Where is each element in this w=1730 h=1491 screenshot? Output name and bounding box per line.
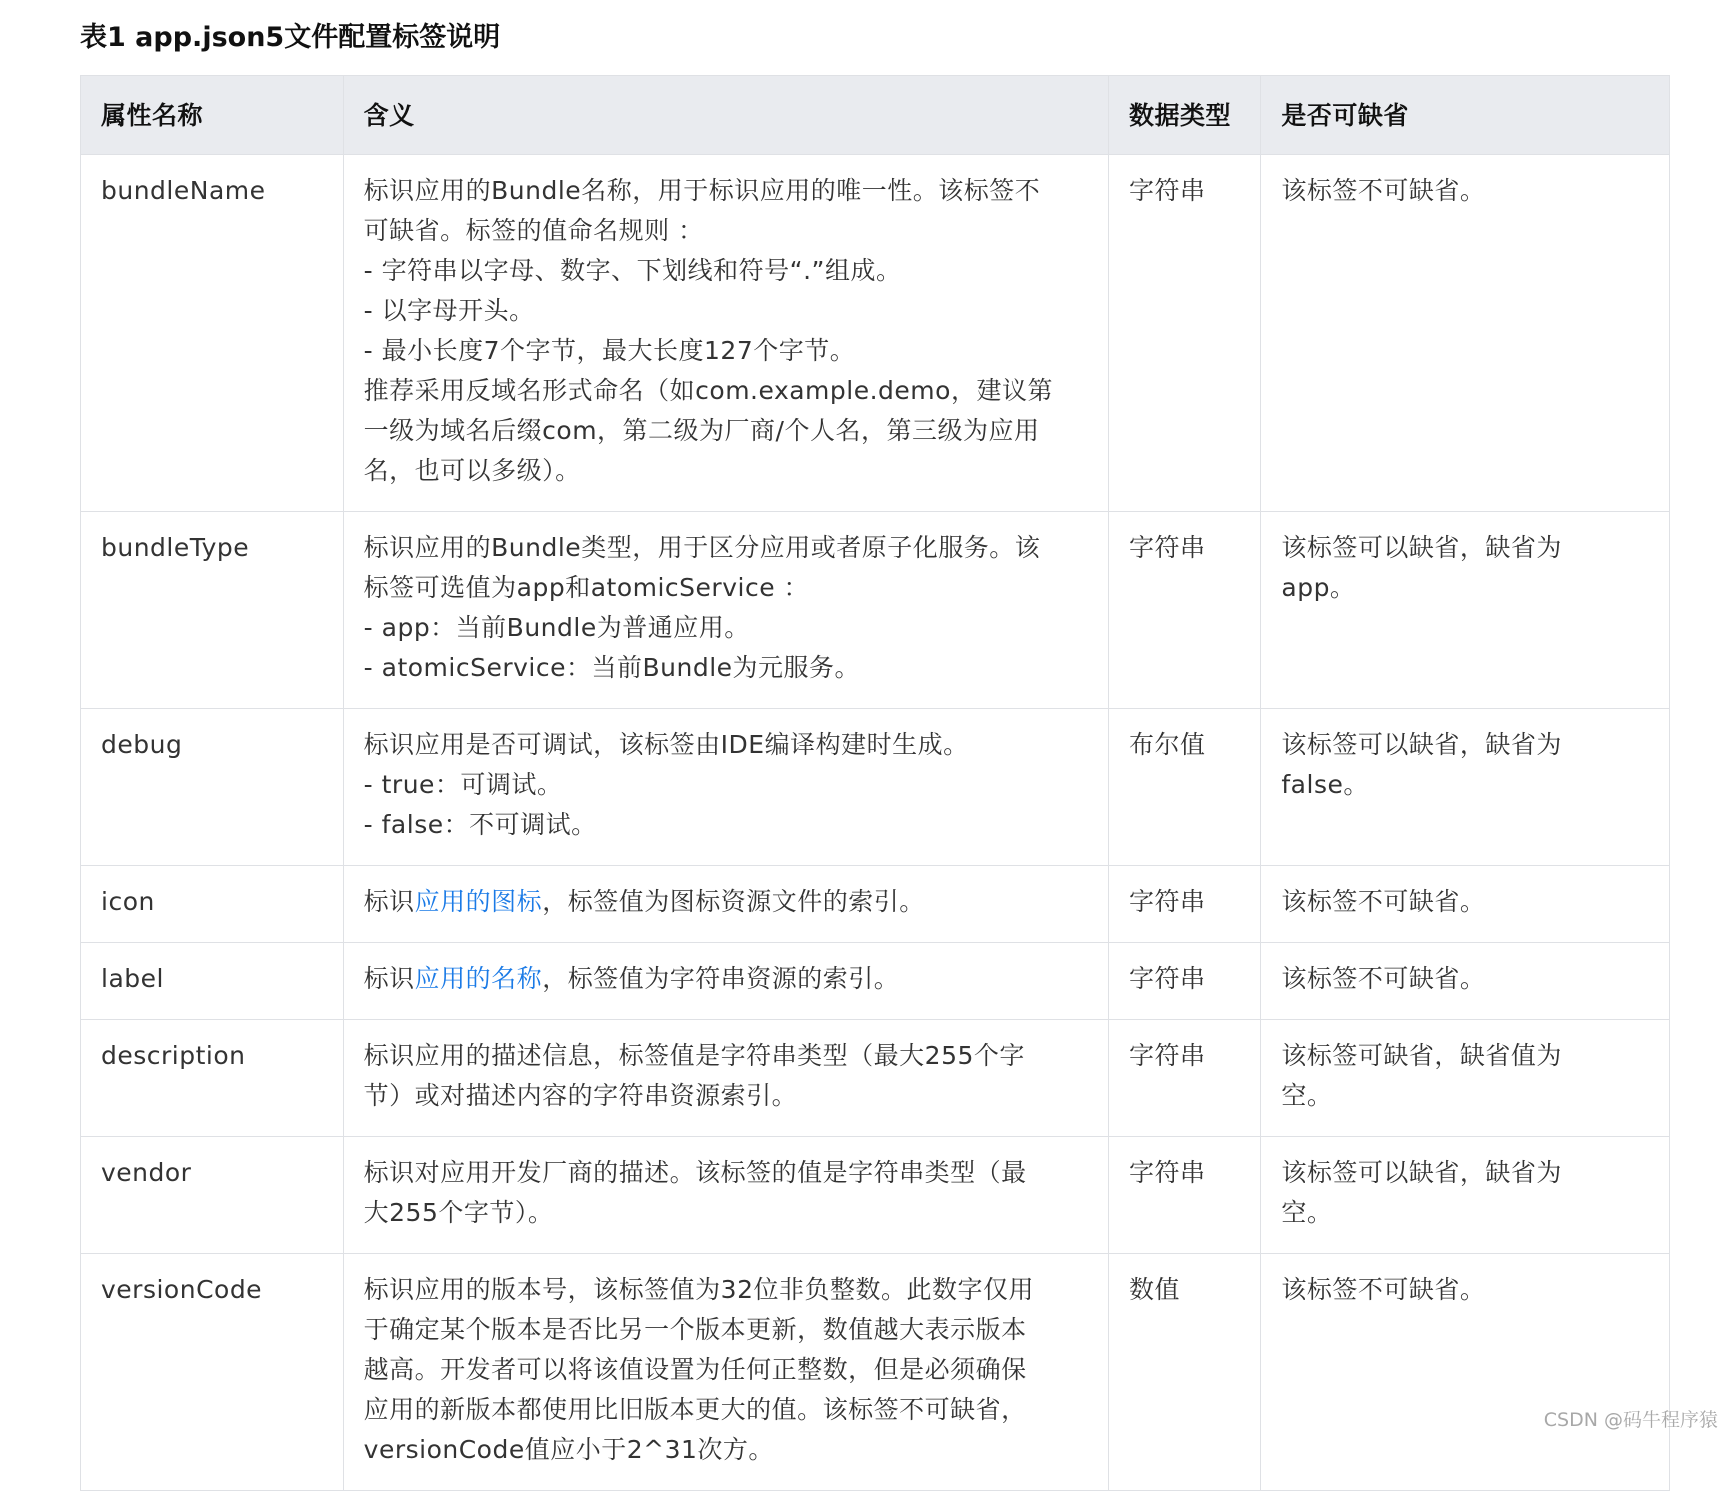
table-row [81, 709, 1670, 866]
meaning-line: - atomicService：当前Bundle为元服务。 [363, 653, 861, 682]
meaning-line: 标识应用的版本号，该标签值为32位非负整数。此数字仅用 [363, 1275, 1034, 1304]
header-attribute-name: 属性名称 [81, 76, 344, 155]
cell-data-type: 字符串 [1108, 512, 1260, 709]
config-table-container [80, 75, 1670, 1491]
optional-line: 该标签可以缺省，缺省为 [1281, 1158, 1562, 1187]
meaning-line: 名，也可以多级）。 [363, 456, 581, 485]
cell-meaning [343, 866, 1108, 943]
cell-data-type: 布尔值 [1108, 709, 1260, 866]
meaning-line: - 最小长度7个字节，最大长度127个字节。 [363, 336, 856, 365]
meaning-line: 标识对应用开发厂商的描述。该标签的值是字符串类型（最 [363, 1158, 1027, 1187]
cell-optional [1261, 155, 1670, 512]
optional-line: 该标签可以缺省，缺省为 [1281, 533, 1562, 562]
cell-meaning [343, 155, 1108, 512]
cell-attribute-name: vendor [81, 1137, 344, 1254]
optional-line: 该标签可缺省，缺省值为 [1281, 1041, 1562, 1070]
optional-line: 该标签不可缺省。 [1281, 176, 1486, 205]
header-optional: 是否可缺省 [1261, 76, 1670, 155]
meaning-line: 应用的新版本都使用比旧版本更大的值。该标签不可缺省， [363, 1395, 1027, 1424]
cell-optional [1261, 1020, 1670, 1137]
optional-line: 该标签可以缺省，缺省为 [1281, 730, 1562, 759]
meaning-line: - 字符串以字母、数字、下划线和符号“.”组成。 [363, 256, 902, 285]
cell-attribute-name: description [81, 1020, 344, 1137]
meaning-line: versionCode值应小于2^31次方。 [363, 1435, 774, 1464]
cell-meaning [343, 943, 1108, 1020]
meaning-prefix: 标识 [363, 887, 415, 916]
optional-line: 空。 [1281, 1081, 1333, 1110]
meaning-line: 节）或对描述内容的字符串资源索引。 [363, 1081, 798, 1110]
optional-line: 该标签不可缺省。 [1281, 1275, 1486, 1304]
cell-optional [1261, 1254, 1670, 1491]
cell-optional [1261, 866, 1670, 943]
config-table [80, 75, 1670, 1491]
meaning-line: 可缺省。标签的值命名规则 ： [363, 216, 704, 245]
table-row [81, 1020, 1670, 1137]
meaning-prefix: 标识 [363, 964, 415, 993]
meaning-suffix: ，标签值为图标资源文件的索引。 [542, 887, 925, 916]
table-row [81, 512, 1670, 709]
meaning-line: 于确定某个版本是否比另一个版本更新，数值越大表示版本 [363, 1315, 1027, 1344]
meaning-line: 标识应用的Bundle名称，用于标识应用的唯一性。该标签不 [363, 176, 1041, 205]
cell-attribute-name: versionCode [81, 1254, 344, 1491]
table-header-row [81, 76, 1670, 155]
header-data-type: 数据类型 [1108, 76, 1260, 155]
cell-attribute-name: label [81, 943, 344, 1020]
meaning-line: - app：当前Bundle为普通应用。 [363, 613, 750, 642]
meaning-line: - true：可调试。 [363, 770, 563, 799]
table-row [81, 943, 1670, 1020]
cell-optional [1261, 709, 1670, 866]
meaning-line: 大255个字节）。 [363, 1198, 554, 1227]
csdn-watermark: CSDN @码牛程序猿 [1543, 1409, 1718, 1431]
cell-data-type: 字符串 [1108, 155, 1260, 512]
meaning-line: 推荐采用反域名形式命名（如com.example.demo，建议第 [363, 376, 1053, 405]
cell-meaning [343, 512, 1108, 709]
cell-data-type: 字符串 [1108, 1137, 1260, 1254]
cell-data-type: 字符串 [1108, 943, 1260, 1020]
table-row [81, 1254, 1670, 1491]
meaning-suffix: ，标签值为字符串资源的索引。 [542, 964, 900, 993]
optional-line: 该标签不可缺省。 [1281, 964, 1486, 993]
cell-optional [1261, 1137, 1670, 1254]
optional-line: 该标签不可缺省。 [1281, 887, 1486, 916]
meaning-line: 一级为域名后缀com，第二级为厂商/个人名，第三级为应用 [363, 416, 1040, 445]
app-icon-link[interactable]: 应用的图标 [414, 887, 543, 916]
cell-meaning [343, 709, 1108, 866]
cell-attribute-name: bundleType [81, 512, 344, 709]
meaning-line: - false：不可调试。 [363, 810, 597, 839]
cell-data-type: 字符串 [1108, 866, 1260, 943]
optional-line: false。 [1281, 770, 1369, 799]
table-title: 表1 app.json5文件配置标签说明 [80, 22, 501, 53]
cell-attribute-name: icon [81, 866, 344, 943]
cell-optional [1261, 512, 1670, 709]
table-row [81, 866, 1670, 943]
cell-meaning [343, 1020, 1108, 1137]
app-name-link[interactable]: 应用的名称 [414, 964, 543, 993]
table-row [81, 1137, 1670, 1254]
cell-attribute-name: debug [81, 709, 344, 866]
cell-meaning [343, 1254, 1108, 1491]
cell-attribute-name: bundleName [81, 155, 344, 512]
meaning-line: 标签可选值为app和atomicService ： [363, 573, 810, 602]
cell-meaning [343, 1137, 1108, 1254]
meaning-line: 越高。开发者可以将该值设置为任何正整数，但是必须确保 [363, 1355, 1027, 1384]
header-meaning: 含义 [343, 76, 1108, 155]
meaning-line: 标识应用是否可调试，该标签由IDE编译构建时生成。 [363, 730, 969, 759]
meaning-line: 标识应用的描述信息，标签值是字符串类型（最大255个字 [363, 1041, 1025, 1070]
cell-data-type: 字符串 [1108, 1020, 1260, 1137]
meaning-line: - 以字母开头。 [363, 296, 535, 325]
optional-line: app。 [1281, 573, 1356, 602]
table-row [81, 155, 1670, 512]
optional-line: 空。 [1281, 1198, 1333, 1227]
cell-optional [1261, 943, 1670, 1020]
cell-data-type: 数值 [1108, 1254, 1260, 1491]
meaning-line: 标识应用的Bundle类型，用于区分应用或者原子化服务。该 [363, 533, 1041, 562]
